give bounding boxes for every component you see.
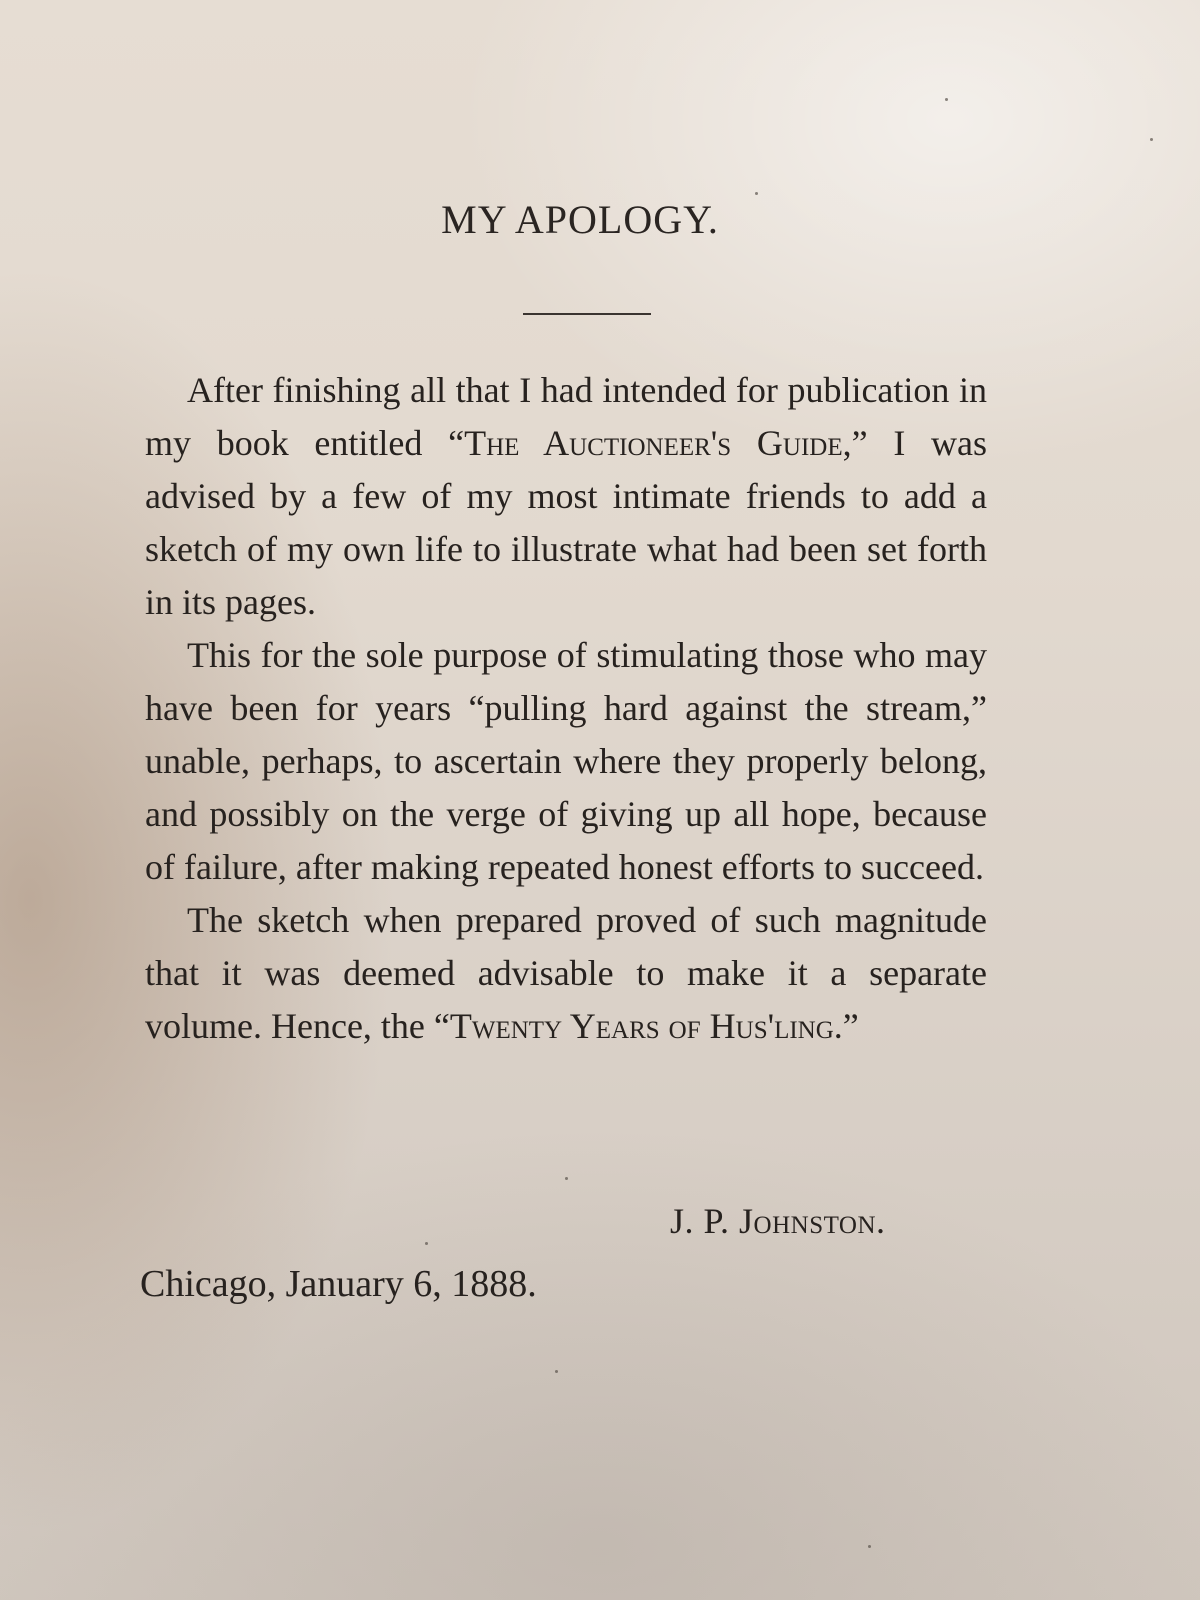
paper-speck — [945, 98, 948, 101]
paragraph-3 — [145, 894, 987, 1053]
body-text — [145, 364, 987, 1053]
paper-speck — [868, 1545, 871, 1548]
dateline: Chicago, January 6, 1888. — [140, 1263, 537, 1305]
book-title-twenty-years: Twenty Years of Hus'ling — [449, 1006, 834, 1046]
paragraph-1 — [145, 364, 987, 629]
text-run: This for the sole purpose of stimulating those who may have been for years “pulling hard against the stream,” unable, perhaps, to ascertain where they properly belong, and possibly on the verge of giving up all hope, because of failure, after making repeated honest efforts to succeed. — [145, 635, 987, 887]
text-run: After finishing all that I had intended for publication in my book entitled “ — [145, 370, 987, 463]
paper-speck — [425, 1242, 428, 1245]
page-title: MY APOLOGY. — [441, 197, 719, 242]
paper-speck — [1150, 138, 1153, 141]
paper-speck — [565, 1177, 568, 1180]
paper-speck — [755, 192, 758, 195]
title-rule — [523, 313, 651, 315]
paper-speck — [555, 1370, 558, 1373]
text-run: .” — [833, 1006, 859, 1046]
author-signature: J. P. Johnston. — [670, 1201, 886, 1241]
text-run: ,” I was advised by a few of my most intimate friends to add a sketch of my own life to illustrate what had been set forth in its pages. — [145, 423, 988, 622]
text-run: The sketch when prepared proved of such magnitude that it was deemed advisable to make it a separate volume. Hence, the “ — [145, 900, 987, 1046]
book-title-auctioneers-guide: The Auctioneer's Guide — [464, 423, 843, 463]
paragraph-2 — [145, 629, 987, 894]
